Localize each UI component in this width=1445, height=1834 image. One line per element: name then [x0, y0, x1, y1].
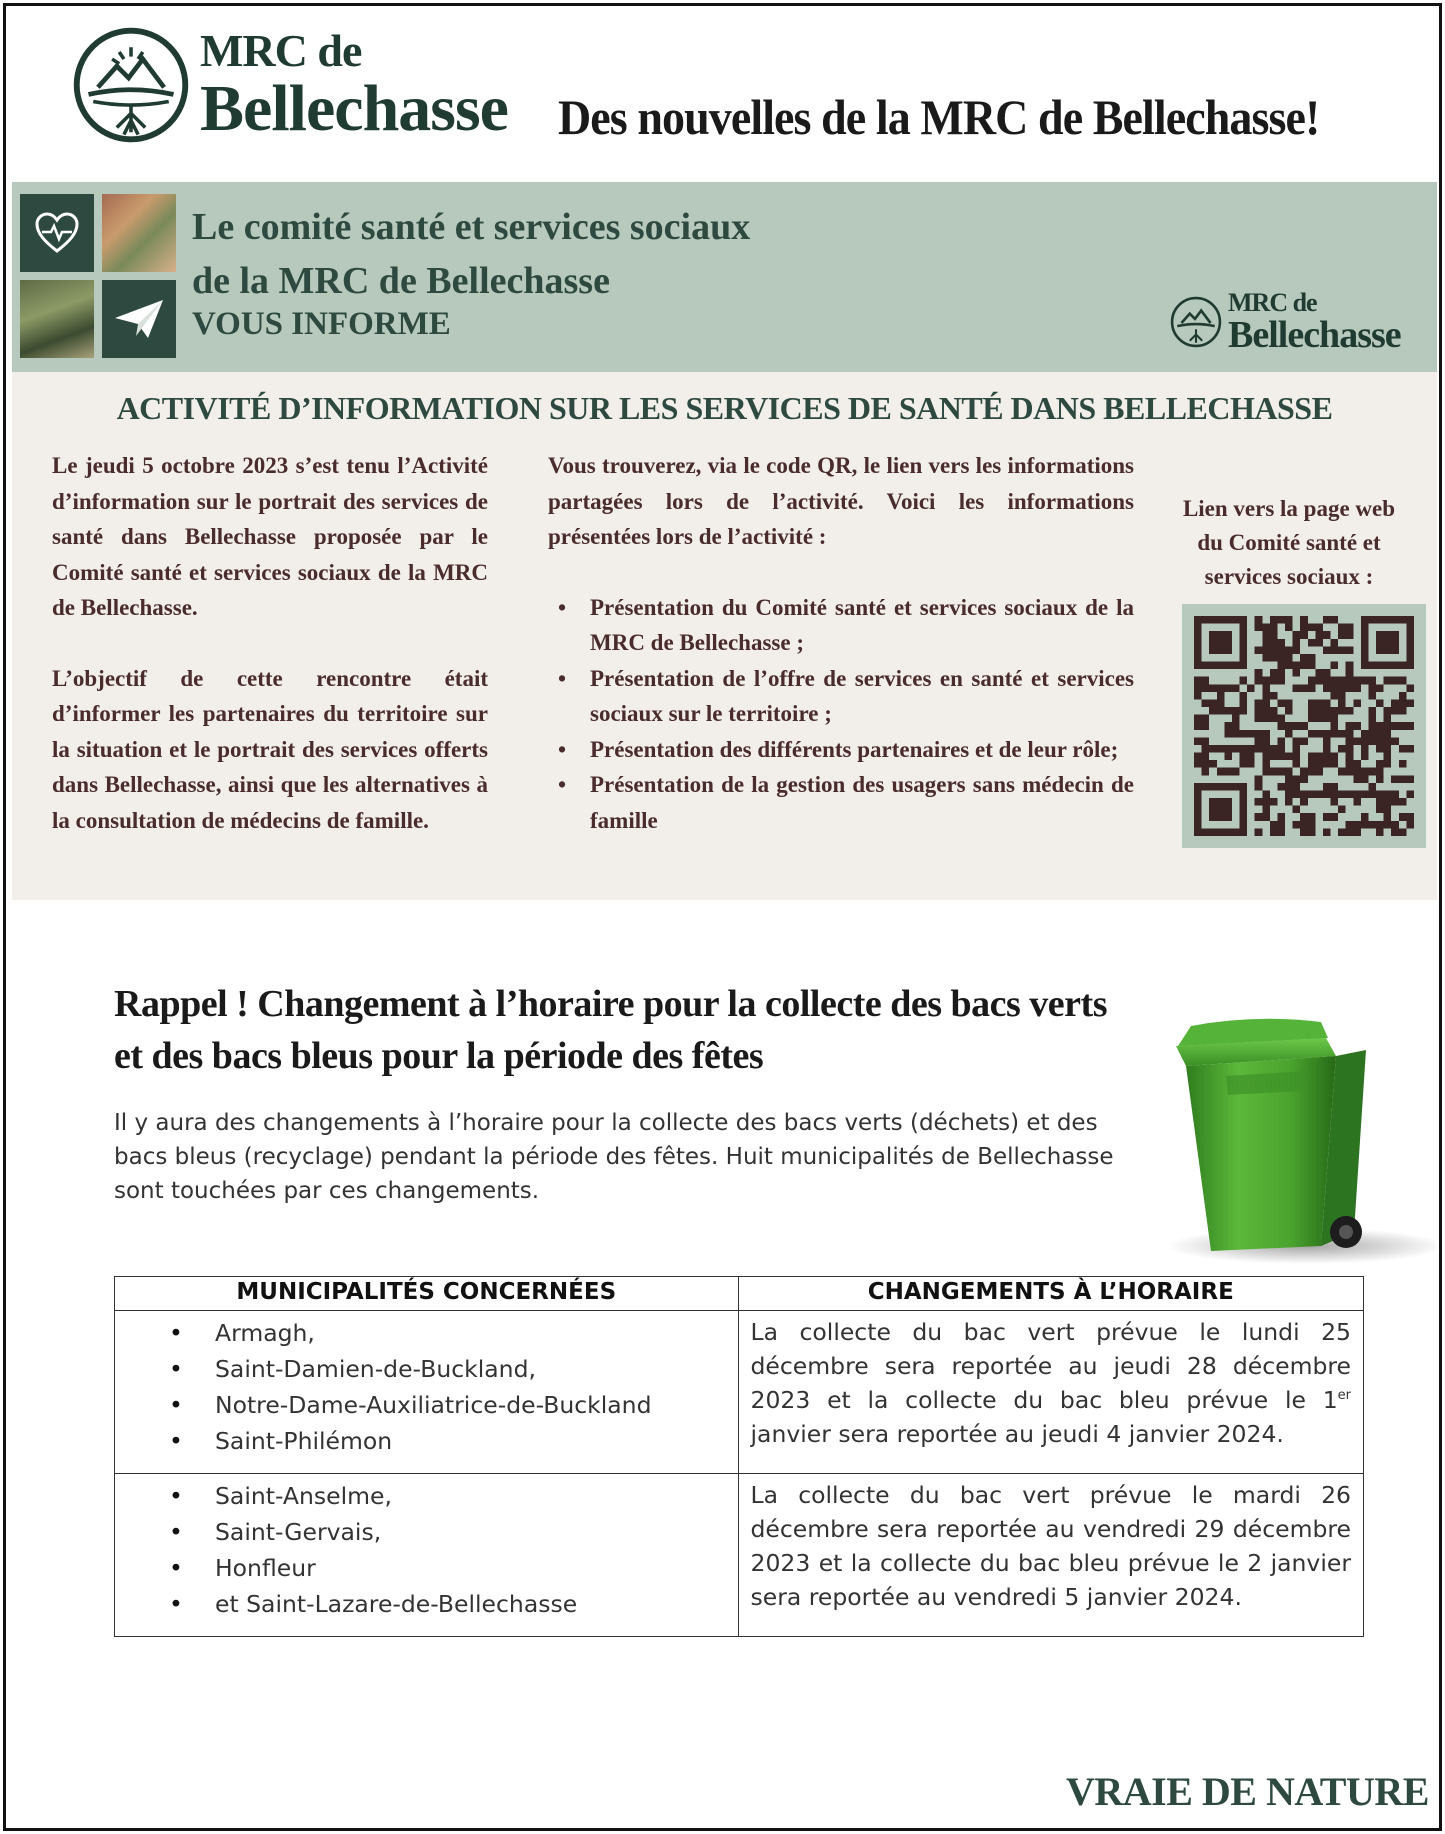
- municipalities-cell: [115, 1311, 739, 1474]
- qr-code[interactable]: [1182, 604, 1426, 848]
- activity-title: ACTIVITÉ D’INFORMATION SUR LES SERVICES DE SANTÉ DANS BELLECHASSE: [116, 390, 1333, 426]
- forest-photo: [20, 280, 94, 358]
- municipalities-list: [115, 1478, 738, 1622]
- health-banner: [12, 182, 1437, 372]
- activity-topics-list: [548, 590, 1134, 839]
- mrc-logo: [72, 26, 508, 144]
- qr-code-icon[interactable]: [1194, 616, 1414, 836]
- activity-intro: Vous trouverez, via le code QR, le lien vers les informations partagées lors de l’activité. Voici les informations présentées lors de l’activité :: [548, 453, 1134, 549]
- list-item: • Saint-Damien-de-Buckland,: [215, 1351, 738, 1387]
- list-item: • Saint-Gervais,: [215, 1514, 738, 1550]
- header-municipalities: MUNICIPALITÉS CONCERNÉES: [115, 1277, 739, 1311]
- newsletter-page: [3, 3, 1442, 1831]
- green-bin-icon: [1116, 996, 1436, 1266]
- footer-tagline: VRAIE DE NATURE: [1066, 1769, 1429, 1814]
- list-item: • Présentation des différents partenaires et de leur rôle;: [590, 732, 1134, 768]
- changes-cell: La collecte du bac vert prévue le mardi 26 décembre sera reportée au vendredi 29 décembre 2023 et la collecte du bac bleu prévue le 2 janvier sera reportée au vendredi 5 janvier 2024.: [738, 1474, 1363, 1637]
- heart-tile: [20, 194, 94, 272]
- collection-body: Il y aura des changements à l’horaire pour la collecte des bacs verts (déchets) et des bacs bleus (recyclage) pendant la période des fêtes. Huit municipalités de Bellechasse sont touchées par ces changements.: [114, 1110, 1114, 1204]
- list-item: • Notre-Dame-Auxiliatrice-de-Buckland: [215, 1387, 738, 1423]
- activity-column-left: [52, 448, 488, 838]
- collection-title: [114, 978, 1114, 1082]
- table-header-row: [115, 1277, 1364, 1311]
- activity-paragraph-2: L’objectif de cette rencontre était d’informer les partenaires du territoire sur la situation et le portrait des services offerts dans Bellechasse, ainsi que les alternatives à la consultation de médecins de famille.: [52, 665, 488, 833]
- collection-title-line1: Rappel ! Changement à l’horaire pour la collecte des bacs verts: [114, 983, 1107, 1025]
- list-item: • Saint-Anselme,: [215, 1478, 738, 1514]
- list-item: • Présentation du Comité santé et services sociaux de la MRC de Bellechasse ;: [590, 590, 1134, 661]
- mrc-logo-small: [1170, 290, 1401, 354]
- change-text-a: La collecte du bac vert prévue le lundi 25 décembre sera reportée au jeudi 28 décembre 2023 et la collecte du bac bleu prévue le 1: [750, 1318, 1351, 1414]
- change-sup: er: [1337, 1388, 1351, 1404]
- table-row: [115, 1311, 1364, 1474]
- list-item: • Honfleur: [215, 1550, 738, 1586]
- list-item: • Armagh,: [215, 1315, 738, 1351]
- qr-label: Lien vers la page web du Comité santé et services sociaux :: [1182, 496, 1396, 589]
- page-headline: Des nouvelles de la MRC de Bellechasse!: [558, 89, 1320, 145]
- banner-title-line1: Le comité santé et services sociaux: [192, 206, 751, 248]
- list-item: • Présentation de la gestion des usagers sans médecin de famille: [590, 767, 1134, 838]
- photo-tiles: [20, 194, 178, 360]
- logo-line2: Bellechasse: [200, 72, 508, 145]
- schedule-table: [114, 1276, 1364, 1637]
- banner-title-line2: de la MRC de Bellechasse: [192, 260, 610, 302]
- logo-small-line1: MRC de: [1228, 288, 1317, 317]
- changes-cell: [738, 1311, 1363, 1474]
- banner-title: [192, 200, 750, 308]
- paper-plane-icon: [112, 296, 166, 342]
- list-item: • Saint-Philémon: [215, 1423, 738, 1459]
- table-row: [115, 1474, 1364, 1637]
- header: [6, 6, 1439, 181]
- heart-pulse-icon: [34, 211, 80, 255]
- health-section: [12, 182, 1437, 900]
- header-changes: CHANGEMENTS À L’HORAIRE: [738, 1277, 1363, 1311]
- mrc-logo-icon: [72, 26, 190, 144]
- municipalities-cell: [115, 1474, 739, 1637]
- list-item: • Présentation de l’offre de services en santé et services sociaux sur le territoire ;: [590, 661, 1134, 732]
- family-photo: [102, 194, 176, 272]
- activity-column-middle: [548, 448, 1134, 838]
- collection-title-line2: et des bacs bleus pour la période des fêtes: [114, 1035, 764, 1077]
- change-text-b: janvier sera reportée au jeudi 4 janvier 2024.: [750, 1420, 1284, 1448]
- plane-tile: [102, 280, 176, 358]
- banner-subtitle: VOUS INFORME: [192, 306, 451, 342]
- mrc-logo-icon: [1170, 296, 1222, 348]
- activity-paragraph-1: Le jeudi 5 octobre 2023 s’est tenu l’Activité d’information sur le portrait des services de santé dans Bellechasse proposée par le Comité santé et services sociaux de la MRC de Bellechasse.: [52, 453, 488, 620]
- list-item: • et Saint-Lazare-de-Bellechasse: [215, 1586, 738, 1622]
- municipalities-list: [115, 1315, 738, 1459]
- logo-small-line2: Bellechasse: [1228, 314, 1401, 356]
- logo-line1: MRC de: [200, 25, 362, 76]
